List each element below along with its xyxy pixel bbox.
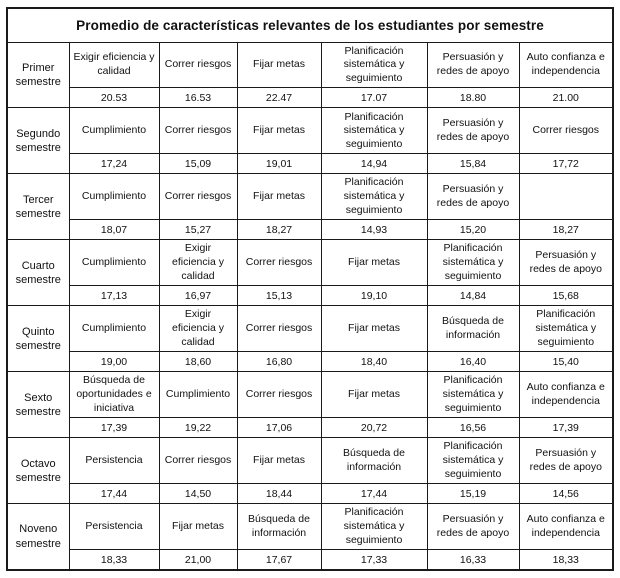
value-cell: 16,97 — [159, 286, 237, 306]
value-cell: 16,80 — [237, 352, 321, 372]
characteristic-cell: Planificación sistemática y seguimiento — [321, 504, 427, 550]
characteristic-cell: Exigir eficiencia y calidad — [69, 42, 159, 88]
semester-label: Segundo semestre — [7, 108, 69, 174]
value-cell: 16,40 — [427, 352, 519, 372]
values-row — [7, 352, 613, 372]
value-cell: 14,50 — [159, 484, 237, 504]
characteristic-cell: Planificación sistemática y seguimiento — [427, 438, 519, 484]
characteristic-cell: Correr riesgos — [159, 438, 237, 484]
characteristic-cell: Correr riesgos — [237, 306, 321, 352]
value-cell: 18,60 — [159, 352, 237, 372]
semester-label: Primer semestre — [7, 42, 69, 108]
values-row — [7, 88, 613, 108]
characteristic-cell: Fijar metas — [321, 372, 427, 418]
characteristic-cell: Cumplimiento — [69, 108, 159, 154]
characteristic-cell: Persuasión y redes de apoyo — [519, 438, 613, 484]
characteristic-cell: Planificación sistemática y seguimiento — [321, 174, 427, 220]
characteristic-cell: Correr riesgos — [237, 240, 321, 286]
value-cell: 17,39 — [519, 418, 613, 438]
value-cell: 16.53 — [159, 88, 237, 108]
value-cell: 17,13 — [69, 286, 159, 306]
value-cell: 16,33 — [427, 550, 519, 570]
characteristic-cell: Persuasión y redes de apoyo — [519, 240, 613, 286]
characteristic-cell: Persistencia — [69, 438, 159, 484]
semester-label: Quinto semestre — [7, 306, 69, 372]
value-cell: 15,27 — [159, 220, 237, 240]
characteristic-cell: Cumplimiento — [69, 306, 159, 352]
semester-averages-table — [6, 7, 614, 571]
value-cell: 15,09 — [159, 154, 237, 174]
value-cell: 18,44 — [237, 484, 321, 504]
value-cell: 16,56 — [427, 418, 519, 438]
values-row — [7, 154, 613, 174]
characteristic-cell: Fijar metas — [321, 240, 427, 286]
value-cell: 18,40 — [321, 352, 427, 372]
characteristics-row — [7, 372, 613, 418]
characteristics-row — [7, 504, 613, 550]
value-cell: 21,00 — [159, 550, 237, 570]
value-cell: 20.53 — [69, 88, 159, 108]
value-cell: 21.00 — [519, 88, 613, 108]
table-body — [7, 42, 613, 570]
characteristic-cell: Correr riesgos — [519, 108, 613, 154]
characteristic-cell: Fijar metas — [321, 306, 427, 352]
values-row — [7, 484, 613, 504]
characteristic-cell: Correr riesgos — [159, 174, 237, 220]
characteristic-cell: Cumplimiento — [69, 240, 159, 286]
value-cell: 17,44 — [321, 484, 427, 504]
value-cell: 19,00 — [69, 352, 159, 372]
value-cell: 18,33 — [69, 550, 159, 570]
semester-label: Octavo semestre — [7, 438, 69, 504]
value-cell: 17,33 — [321, 550, 427, 570]
value-cell: 17,67 — [237, 550, 321, 570]
value-cell: 18,33 — [519, 550, 613, 570]
semester-label: Sexto semestre — [7, 372, 69, 438]
value-cell: 17,24 — [69, 154, 159, 174]
value-cell: 14,93 — [321, 220, 427, 240]
value-cell: 18.80 — [427, 88, 519, 108]
characteristic-cell: Auto confianza e independencia — [519, 42, 613, 88]
value-cell: 17,06 — [237, 418, 321, 438]
characteristic-cell: Persistencia — [69, 504, 159, 550]
value-cell: 18,07 — [69, 220, 159, 240]
characteristic-cell: Correr riesgos — [159, 42, 237, 88]
characteristic-cell: Planificación sistemática y seguimiento — [519, 306, 613, 352]
value-cell: 14,56 — [519, 484, 613, 504]
value-cell: 17,72 — [519, 154, 613, 174]
characteristics-row — [7, 108, 613, 154]
characteristic-cell: Exigir eficiencia y calidad — [159, 306, 237, 352]
value-cell: 22.47 — [237, 88, 321, 108]
value-cell: 15,19 — [427, 484, 519, 504]
characteristics-row — [7, 306, 613, 352]
table-title: Promedio de características relevantes de los estudiantes por semestre — [7, 8, 613, 42]
values-row — [7, 418, 613, 438]
characteristic-cell: Correr riesgos — [237, 372, 321, 418]
values-row — [7, 550, 613, 570]
characteristic-cell: Cumplimiento — [159, 372, 237, 418]
characteristic-cell: Cumplimiento — [69, 174, 159, 220]
characteristic-cell: Búsqueda de oportunidades e iniciativa — [69, 372, 159, 418]
characteristic-cell: Persuasión y redes de apoyo — [427, 174, 519, 220]
characteristic-cell: Planificación sistemática y seguimiento — [427, 372, 519, 418]
value-cell: 15,68 — [519, 286, 613, 306]
value-cell: 15,40 — [519, 352, 613, 372]
values-row — [7, 220, 613, 240]
characteristic-cell: Fijar metas — [237, 42, 321, 88]
semester-label: Cuarto semestre — [7, 240, 69, 306]
characteristics-row — [7, 438, 613, 484]
characteristic-cell: Persuasión y redes de apoyo — [427, 108, 519, 154]
characteristic-cell: Búsqueda de información — [237, 504, 321, 550]
characteristic-cell: Auto confianza e independencia — [519, 504, 613, 550]
characteristic-cell: Búsqueda de información — [321, 438, 427, 484]
value-cell: 14,84 — [427, 286, 519, 306]
value-cell: 15,20 — [427, 220, 519, 240]
value-cell: 19,22 — [159, 418, 237, 438]
characteristic-cell: Búsqueda de información — [427, 306, 519, 352]
value-cell: 18,27 — [237, 220, 321, 240]
value-cell: 17.07 — [321, 88, 427, 108]
value-cell: 20,72 — [321, 418, 427, 438]
value-cell: 19,10 — [321, 286, 427, 306]
characteristic-cell: Planificación sistemática y seguimiento — [321, 108, 427, 154]
value-cell: 17,39 — [69, 418, 159, 438]
values-row — [7, 286, 613, 306]
value-cell: 18,27 — [519, 220, 613, 240]
semester-label: Noveno semestre — [7, 504, 69, 570]
semester-label: Tercer semestre — [7, 174, 69, 240]
characteristic-cell: Planificación sistemática y seguimiento — [427, 240, 519, 286]
characteristics-row — [7, 42, 613, 88]
value-cell: 15,13 — [237, 286, 321, 306]
characteristic-cell: Auto confianza e independencia — [519, 372, 613, 418]
title-row — [7, 8, 613, 42]
value-cell: 19,01 — [237, 154, 321, 174]
characteristics-row — [7, 174, 613, 220]
characteristic-cell: Persuasión y redes de apoyo — [427, 42, 519, 88]
characteristic-cell: Fijar metas — [237, 108, 321, 154]
characteristic-cell: Fijar metas — [159, 504, 237, 550]
characteristic-cell: Fijar metas — [237, 438, 321, 484]
value-cell: 17,44 — [69, 484, 159, 504]
characteristic-cell: Planificación sistemática y seguimiento — [321, 42, 427, 88]
characteristic-cell: Fijar metas — [237, 174, 321, 220]
characteristic-cell — [519, 174, 613, 220]
value-cell: 14,94 — [321, 154, 427, 174]
value-cell: 15,84 — [427, 154, 519, 174]
characteristic-cell: Exigir eficiencia y calidad — [159, 240, 237, 286]
characteristic-cell: Correr riesgos — [159, 108, 237, 154]
characteristics-row — [7, 240, 613, 286]
characteristic-cell: Persuasión y redes de apoyo — [427, 504, 519, 550]
